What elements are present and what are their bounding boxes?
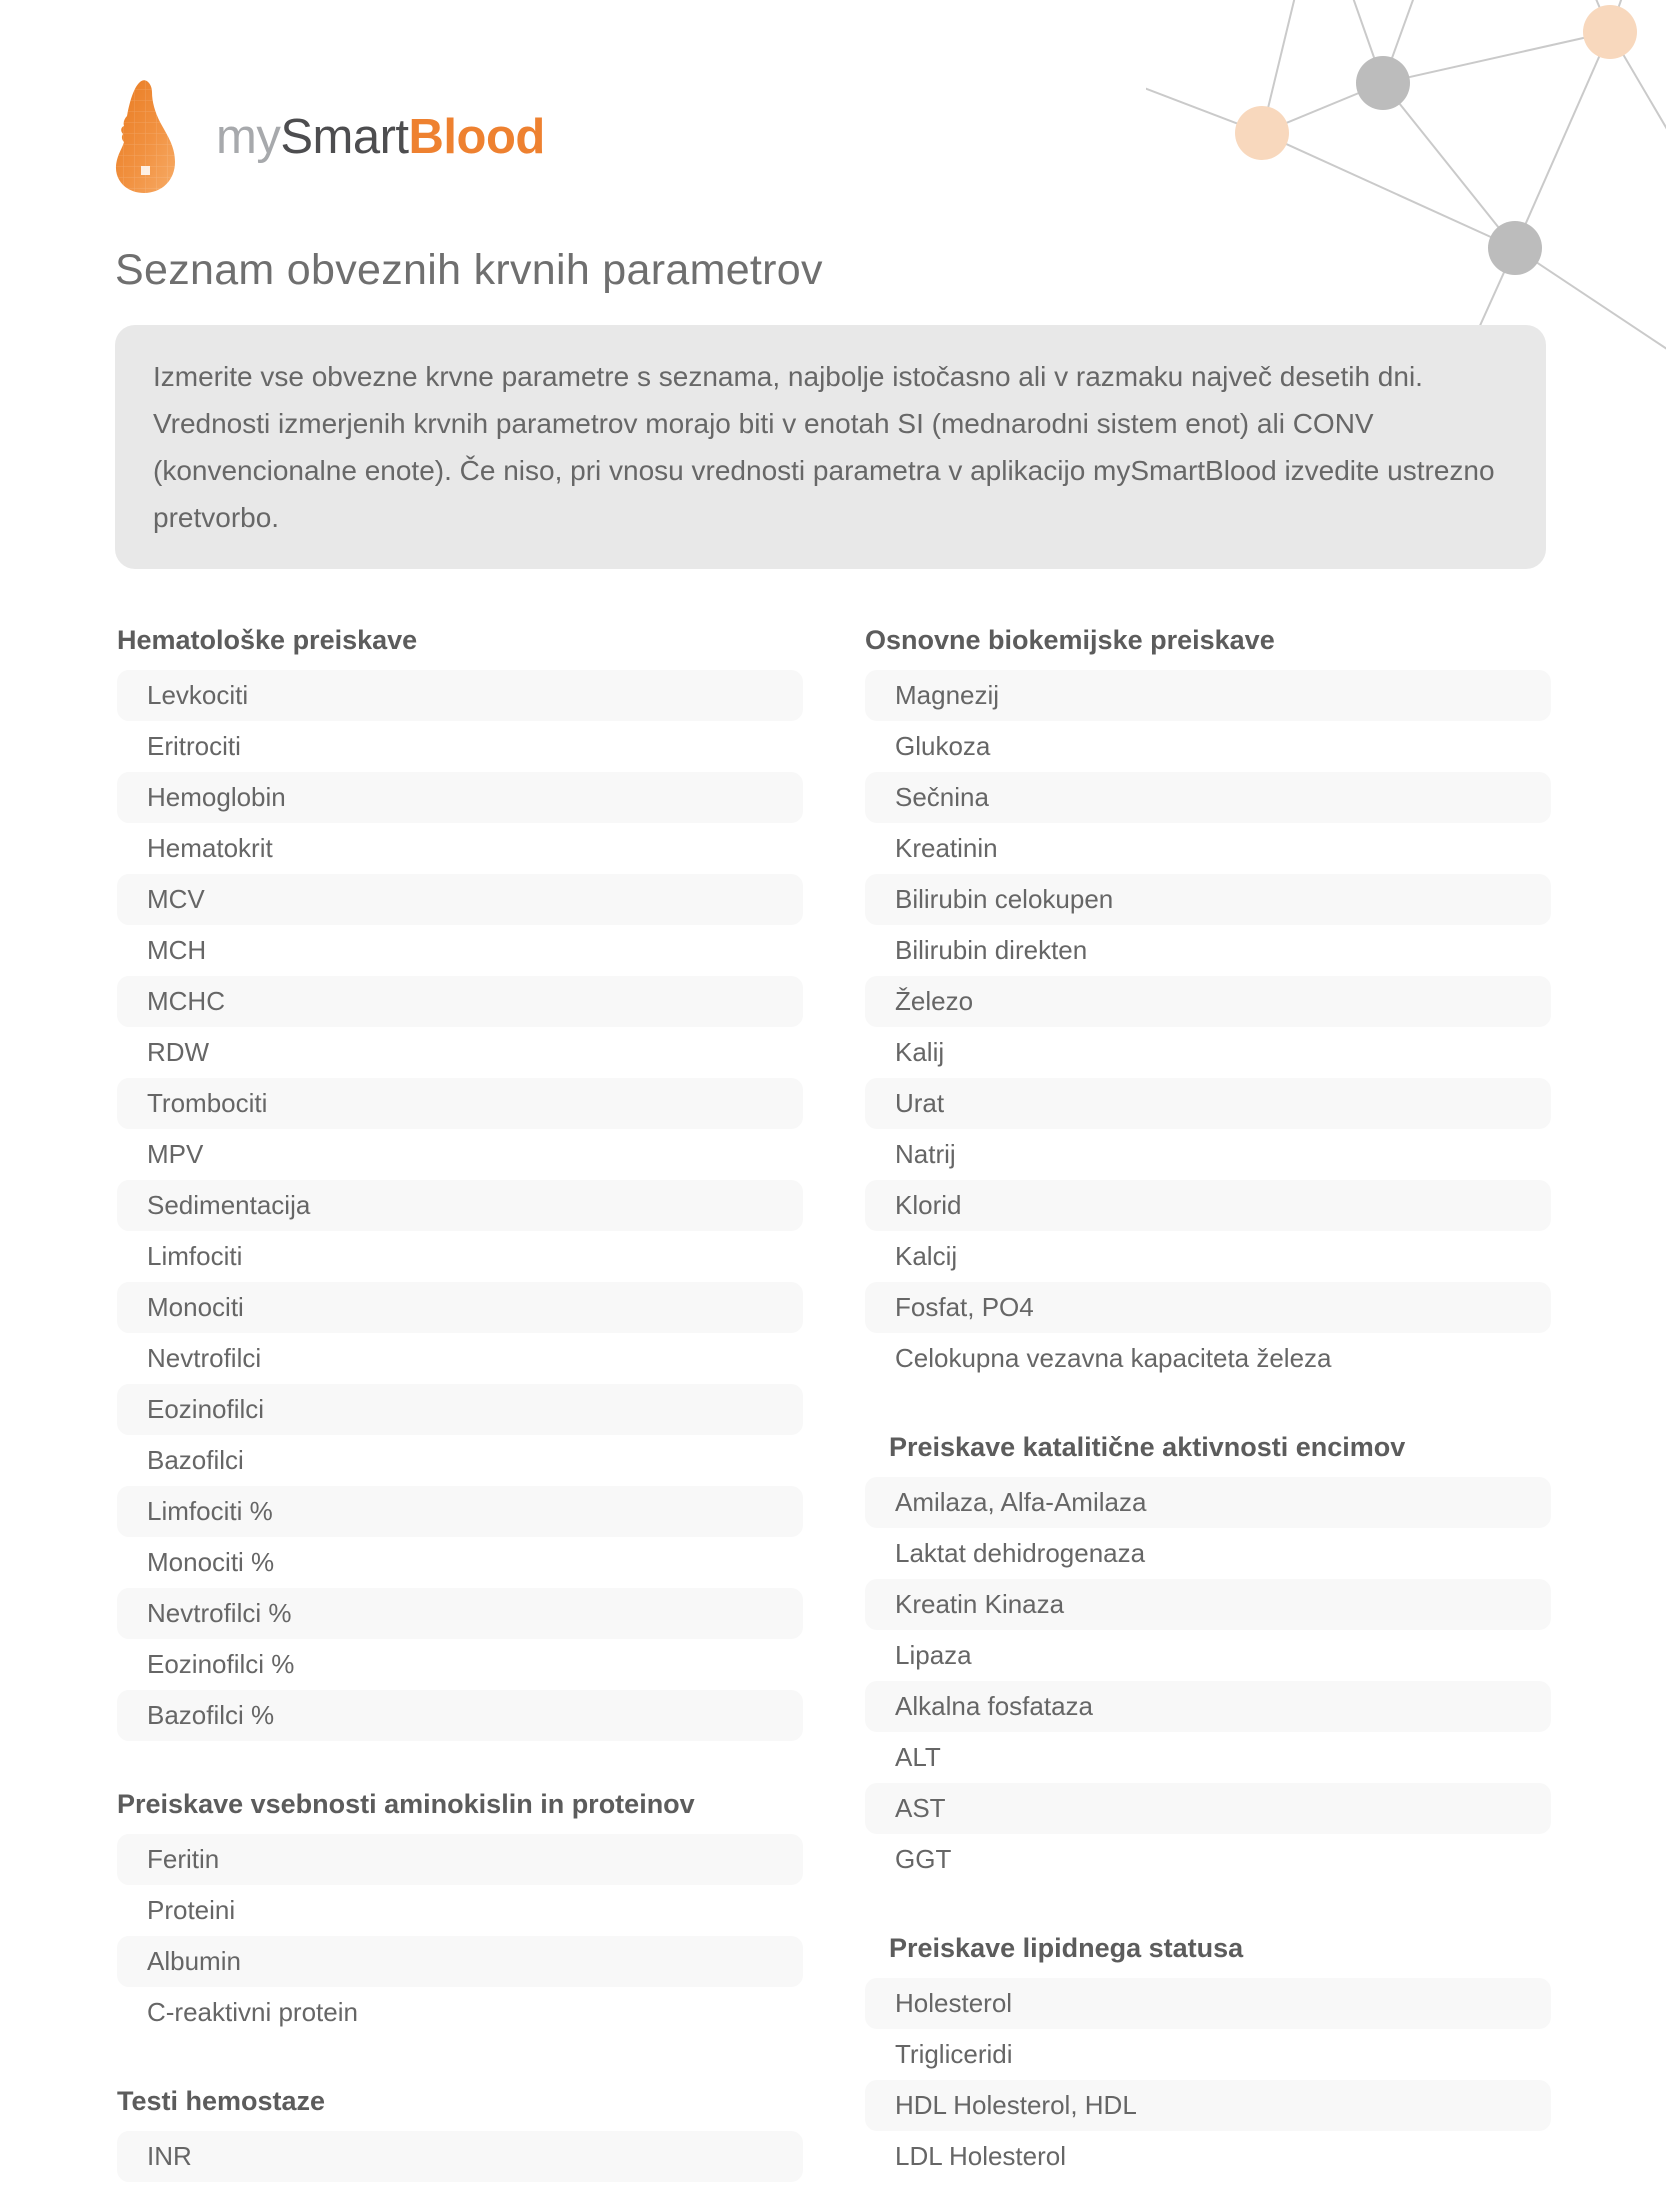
list-item: LDL Holesterol bbox=[895, 2141, 1067, 2171]
list-item: Bazofilci bbox=[147, 1445, 244, 1475]
list-item: Bazofilci % bbox=[117, 1690, 803, 1741]
section-title: Osnovne biokemijske preiskave bbox=[865, 625, 1275, 655]
list-item: Eritrociti bbox=[147, 731, 241, 761]
list-item: Hemoglobin bbox=[117, 772, 803, 823]
section-title: Hematološke preiskave bbox=[117, 625, 418, 655]
list-item: MCV bbox=[117, 874, 803, 925]
list-item: Eozinofilci bbox=[117, 1384, 803, 1435]
list-item: Celokupna vezavna kapaciteta železa bbox=[895, 1343, 1332, 1373]
list-item: Sečnina bbox=[865, 772, 1551, 823]
list-item: Kreatin Kinaza bbox=[865, 1579, 1551, 1630]
parameter-list bbox=[865, 670, 1551, 1384]
list-item: Urat bbox=[865, 1078, 1551, 1129]
list-item: Hematokrit bbox=[147, 833, 273, 863]
list-item: Monociti bbox=[117, 1282, 803, 1333]
list-item: Nevtrofilci % bbox=[117, 1588, 803, 1639]
parameter-list bbox=[117, 670, 803, 1741]
logo-word-smart: Smart bbox=[280, 109, 409, 164]
list-item: Proteini bbox=[147, 1895, 236, 1925]
brand-logo bbox=[112, 78, 545, 196]
list-item: Alkalna fosfataza bbox=[865, 1681, 1551, 1732]
list-item: Laktat dehidrogenaza bbox=[895, 1538, 1146, 1568]
list-item: Kreatinin bbox=[895, 833, 998, 863]
network-node bbox=[1488, 221, 1542, 275]
parameter-list bbox=[117, 2131, 803, 2182]
logo-word-blood: Blood bbox=[408, 109, 545, 164]
list-item: Bilirubin direkten bbox=[895, 935, 1088, 965]
list-item: GGT bbox=[895, 1844, 952, 1874]
list-item: MCH bbox=[147, 935, 207, 965]
column-left bbox=[117, 623, 803, 2182]
list-item: INR bbox=[117, 2131, 803, 2182]
list-item: Klorid bbox=[865, 1180, 1551, 1231]
list-item: Sedimentacija bbox=[117, 1180, 803, 1231]
list-item: Nevtrofilci bbox=[147, 1343, 262, 1373]
list-item: Natrij bbox=[895, 1139, 956, 1169]
list-item: Eozinofilci % bbox=[147, 1649, 295, 1679]
list-item: MPV bbox=[147, 1139, 204, 1169]
list-item: Kalij bbox=[895, 1037, 945, 1067]
list-item: Bilirubin celokupen bbox=[865, 874, 1551, 925]
list-item: Lipaza bbox=[895, 1640, 972, 1670]
list-item: Amilaza, Alfa-Amilaza bbox=[865, 1477, 1551, 1528]
list-item: Glukoza bbox=[895, 731, 991, 761]
logo-word-my: my bbox=[216, 109, 281, 164]
page-title: Seznam obveznih krvnih parametrov bbox=[115, 246, 823, 294]
list-item: ALT bbox=[895, 1742, 941, 1772]
list-item: Trombociti bbox=[117, 1078, 803, 1129]
intro-text: Izmerite vse obvezne krvne parametre s seznama, najbolje istočasno ali v razmaku največ desetih dni. Vrednosti izmerjenih krvnih parametrov morajo biti v enotah SI (mednarodni sistem enot) ali CONV (konvencionalne enote). Če niso, pri vnosu vrednosti parametra v aplikacijo mySmartBlood izvedite ustrezno pretvorbo. bbox=[153, 361, 1495, 533]
list-item: Limfociti bbox=[147, 1241, 243, 1271]
section-title: Preiskave katalitične aktivnosti encimov bbox=[889, 1432, 1406, 1462]
list-item: Fosfat, PO4 bbox=[865, 1282, 1551, 1333]
section-title: Preiskave vsebnosti aminokislin in proteinov bbox=[117, 1789, 695, 1819]
parameter-list bbox=[865, 1477, 1551, 1885]
parameter-list bbox=[865, 1978, 1551, 2182]
list-item: Trigliceridi bbox=[895, 2039, 1013, 2069]
parameter-list bbox=[117, 1834, 803, 2038]
list-item: Limfociti % bbox=[117, 1486, 803, 1537]
brand-logo-text bbox=[216, 109, 545, 164]
list-item: AST bbox=[865, 1783, 1551, 1834]
column-right bbox=[865, 623, 1551, 2182]
section-title: Preiskave lipidnega statusa bbox=[889, 1933, 1244, 1963]
list-item: Levkociti bbox=[117, 670, 803, 721]
network-node bbox=[1356, 56, 1410, 110]
network-node bbox=[1235, 106, 1289, 160]
list-item: Magnezij bbox=[865, 670, 1551, 721]
list-item: Holesterol bbox=[865, 1978, 1551, 2029]
list-item: Albumin bbox=[117, 1936, 803, 1987]
list-item: C-reaktivni protein bbox=[147, 1997, 358, 2027]
list-item: RDW bbox=[147, 1037, 210, 1067]
list-item: Železo bbox=[865, 976, 1551, 1027]
section-title: Testi hemostaze bbox=[117, 2086, 326, 2116]
hand-touch-icon bbox=[112, 78, 178, 196]
list-item: Kalcij bbox=[895, 1241, 958, 1271]
list-item: HDL Holesterol, HDL bbox=[865, 2080, 1551, 2131]
list-item: Feritin bbox=[117, 1834, 803, 1885]
network-node bbox=[1583, 5, 1637, 59]
list-item: MCHC bbox=[117, 976, 803, 1027]
parameter-columns bbox=[117, 623, 1551, 2182]
intro-box bbox=[115, 325, 1546, 569]
list-item: Monociti % bbox=[147, 1547, 275, 1577]
